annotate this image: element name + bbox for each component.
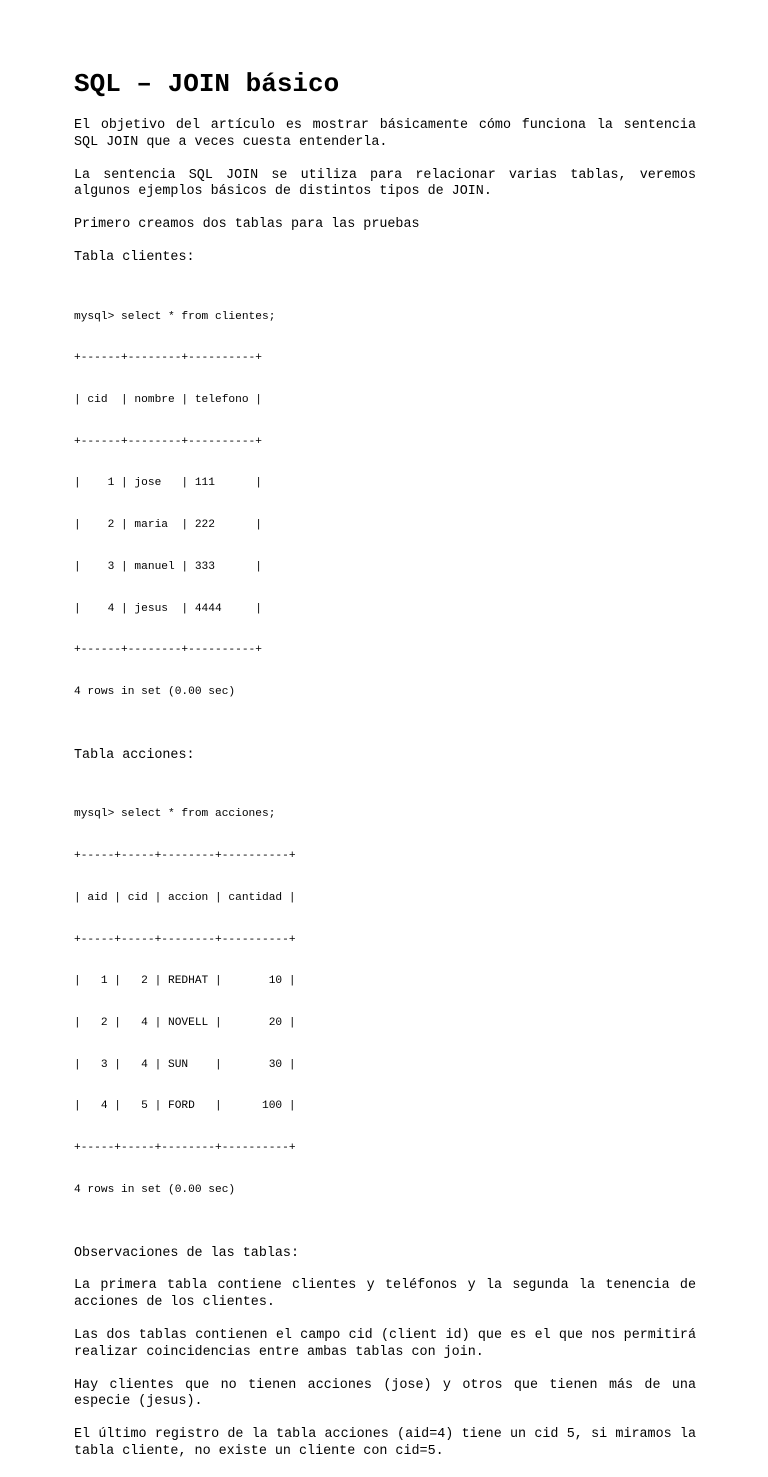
observation-paragraph: El último registro de la tabla acciones (aid=4) tiene un cid 5, si miramos la tabla cliente, no existe un cliente con cid=5.: [74, 1427, 696, 1459]
join-description-paragraph: La sentencia SQL JOIN se utiliza para relacionar varias tablas, veremos algunos ejemplos básicos de distintos tipos de JOIN.: [74, 167, 696, 200]
clientes-heading: Tabla clientes:: [74, 249, 195, 265]
code-line: | 2 | maria | 222 |: [74, 519, 262, 532]
observation-paragraph: La primera tabla contiene clientes y teléfonos y la segunda la tenencia de acciones de los clientes.: [74, 1278, 696, 1311]
code-line: mysql> select * from clientes;: [74, 310, 276, 323]
setup-paragraph: Primero creamos dos tablas para las pruebas: [74, 217, 420, 233]
code-line: 4 rows in set (0.00 sec): [74, 686, 236, 699]
intro-paragraph: El objetivo del artículo es mostrar básicamente cómo funciona la sentencia SQL JOIN que a veces cuesta entenderla.: [74, 118, 696, 150]
document-page: [74, 68, 696, 1477]
code-line: | 3 | 4 | SUN | 30 |: [74, 1058, 296, 1071]
clientes-query-output: [74, 283, 696, 728]
acciones-query-output: [74, 781, 696, 1226]
code-line: +-----+-----+--------+----------+: [74, 1142, 296, 1155]
code-line: | 2 | 4 | NOVELL | 20 |: [74, 1016, 296, 1029]
code-line: | 1 | jose | 111 |: [74, 477, 262, 490]
code-line: | 4 | 5 | FORD | 100 |: [74, 1100, 296, 1113]
code-line: +------+--------+----------+: [74, 644, 262, 657]
code-line: +------+--------+----------+: [74, 435, 262, 448]
code-line: 4 rows in set (0.00 sec): [74, 1183, 236, 1196]
observations-heading: Observaciones de las tablas:: [74, 1245, 299, 1261]
code-line: | 4 | jesus | 4444 |: [74, 602, 262, 615]
observation-paragraph: Las dos tablas contienen el campo cid (client id) que es el que nos permitirá realizar coincidencias entre ambas tablas con join.: [74, 1327, 696, 1360]
page-title: SQL – JOIN básico: [74, 69, 340, 99]
code-line: | 1 | 2 | REDHAT | 10 |: [74, 975, 296, 988]
code-line: +-----+-----+--------+----------+: [74, 850, 296, 863]
code-line: +------+--------+----------+: [74, 352, 262, 365]
code-line: | 3 | manuel | 333 |: [74, 560, 262, 573]
code-line: | aid | cid | accion | cantidad |: [74, 891, 296, 904]
observation-paragraph: Hay clientes que no tienen acciones (jose) y otros que tienen más de una especie (jesus).: [74, 1377, 696, 1410]
code-line: | cid | nombre | telefono |: [74, 394, 262, 407]
code-line: +-----+-----+--------+----------+: [74, 933, 296, 946]
code-line: mysql> select * from acciones;: [74, 808, 276, 821]
acciones-heading: Tabla acciones:: [74, 747, 195, 763]
